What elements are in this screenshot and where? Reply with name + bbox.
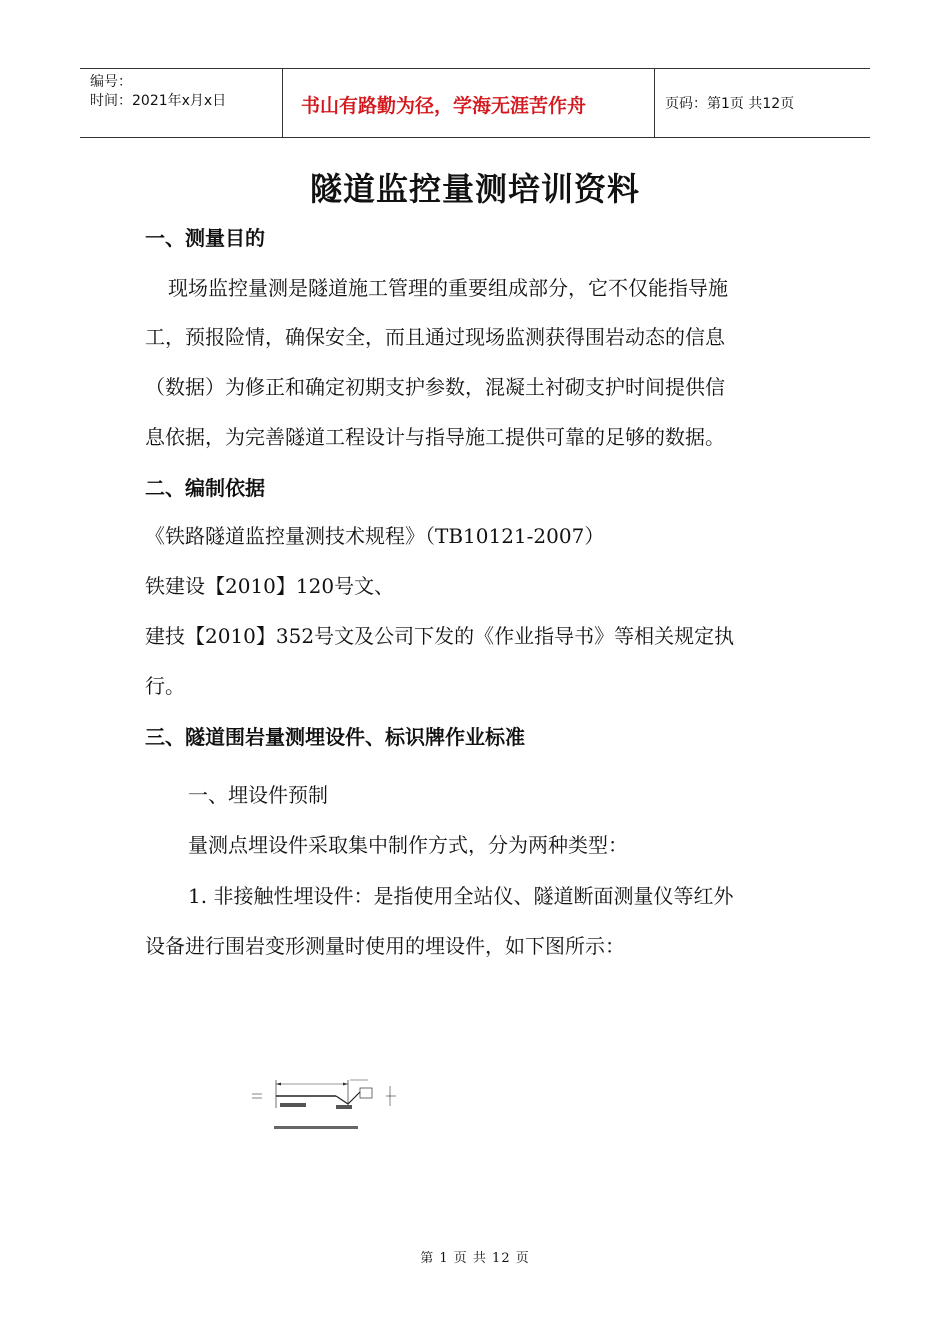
page-footer: 第 1 页 共 12 页 [420, 1251, 530, 1266]
header-motto-cell [282, 69, 655, 137]
header-motto: 书山有路勤为径，学海无涯苦作舟 [301, 95, 587, 117]
page-header [80, 68, 870, 138]
document-title: 隧道监控量测培训资料 [309, 170, 640, 208]
section-2-line-4: 行。 [145, 674, 185, 698]
section-2-line-3: 建技【2010】352号文及公司下发的《作业指导书》等相关规定执 [145, 624, 735, 648]
time-label: 时间：2021年x月x日 [90, 93, 227, 109]
section-3-subheading: 一、埋设件预制 [188, 783, 328, 807]
section-1-line-4: 息依据，为完善隧道工程设计与指导施工提供可靠的足够的数据。 [145, 425, 725, 449]
section-1-line-3: （数据）为修正和确定初期支护参数，混凝土衬砌支护时间提供信 [145, 375, 725, 399]
header-left-cell [80, 69, 282, 137]
section-2-line-2: 铁建设【2010】120号文、 [145, 574, 395, 598]
embedded-part-figure [250, 1072, 410, 1134]
section-3-heading: 三、隧道围岩量测埋设件、标识牌作业标准 [145, 725, 525, 749]
section-3-line-1: 量测点埋设件采取集中制作方式，分为两种类型： [188, 833, 628, 857]
number-label: 编号： [90, 74, 132, 90]
header-page-info: 页码：第1页 共12页 [665, 96, 795, 112]
section-1-line-1: 现场监控量测是隧道施工管理的重要组成部分，它不仅能指导施 [168, 276, 728, 300]
section-1-heading: 一、测量目的 [145, 226, 265, 250]
section-3-line-2: 1. 非接触性埋设件：是指使用全站仪、隧道断面测量仪等红外 [188, 884, 734, 908]
section-1-line-2: 工，预报险情，确保安全，而且通过现场监测获得围岩动态的信息 [145, 325, 725, 349]
section-2-line-1: 《铁路隧道监控量测技术规程》（TB10121-2007） [145, 524, 605, 548]
section-2-heading: 二、编制依据 [145, 476, 265, 500]
section-3-line-3: 设备进行围岩变形测量时使用的埋设件，如下图所示： [145, 934, 625, 958]
